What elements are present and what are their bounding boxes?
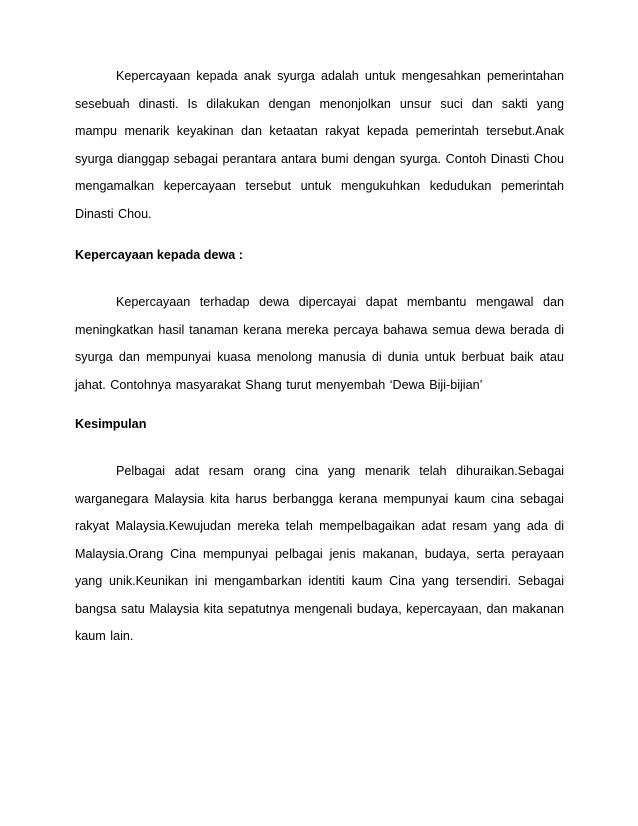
paragraph-anak-syurga: Kepercayaan kepada anak syurga adalah untuk mengesahkan pemerintahan sesebuah dinasti. Is dilakukan dengan menonjolkan unsur suci dan sakti yang mampu menarik keyakinan dan ketaatan rakyat kepada pemerintah tersebut.Anak syurga dianggap sebagai perantara antara bumi dengan syurga. Contoh Dinasti Chou mengamalkan kepercayaan tersebut untuk mengukuhkan kedudukan pemerintah Dinasti Chou. [75,69,564,221]
paragraph-kepercayaan-dewa: Kepercayaan terhadap dewa dipercayai dapat membantu mengawal dan meningkatkan hasil tanaman kerana mereka percaya bahawa semua dewa berada di syurga dan mempunyai kuasa menolong manusia di dunia untuk berbuat baik atau jahat. Contohnya masyarakat Shang turut menyembah ‘Dewa Biji-bijian’ [75,295,564,392]
heading-kepercayaan-dewa: Kepercayaan kepada dewa : [75,248,243,262]
paragraph-kesimpulan: Pelbagai adat resam orang cina yang menarik telah dihuraikan.Sebagai warganegara Malaysia kita harus berbangga kerana mempunyai kaum cina sebagai rakyat Malaysia.Kewujudan mereka telah mempelbagaikan adat resam yang ada di Malaysia.Orang Cina mempunyai pelbagai jenis makanan, budaya, serta perayaan yang unik.Keunikan ini mengambarkan identiti kaum Cina yang tersendiri. Sebagai bangsa satu Malaysia kita sepatutnya mengenali budaya, kepercayaan, dan makanan kaum lain. [75,464,564,643]
document-page [75,63,564,651]
heading-kesimpulan: Kesimpulan [75,417,147,431]
